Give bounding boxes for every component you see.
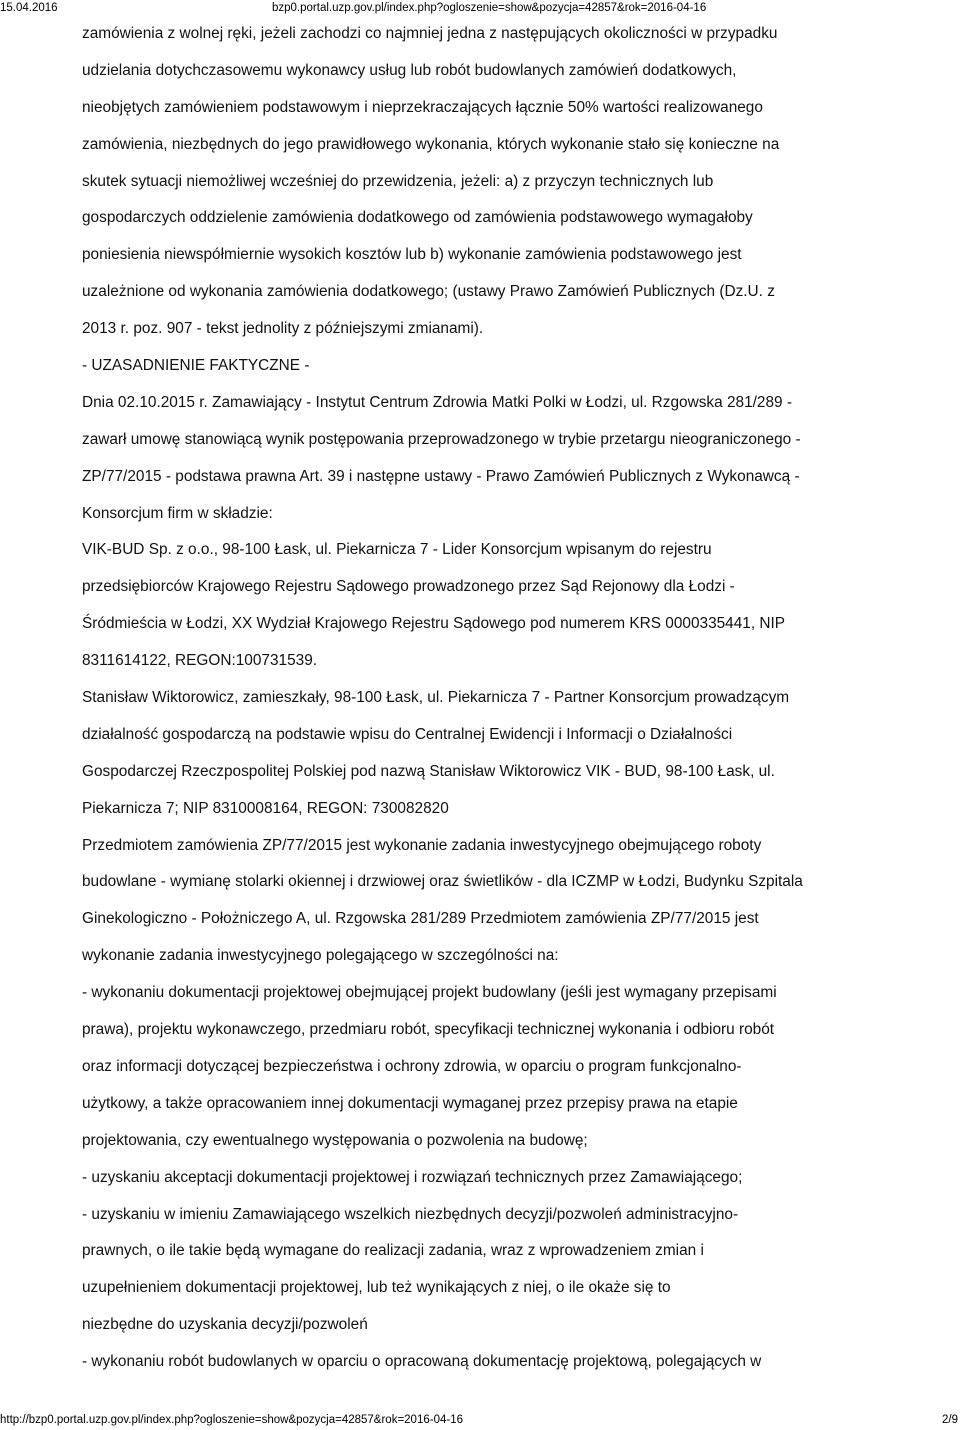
text-line: zawarł umowę stanowiącą wynik postępowania przeprowadzonego w trybie przetargu nieograniczonego - bbox=[82, 430, 801, 448]
text-line: poniesienia niewspółmiernie wysokich kosztów lub b) wykonanie zamówienia podstawowego jest bbox=[82, 246, 742, 264]
text-line: Ginekologiczno - Położniczego A, ul. Rzgowska 281/289 Przedmiotem zamówienia ZP/77/2015 jest bbox=[82, 910, 759, 928]
text-line: 8311614122, REGON:100731539. bbox=[82, 652, 318, 670]
text-line: - UZASADNIENIE FAKTYCZNE - bbox=[82, 357, 310, 375]
header-url: bzp0.portal.uzp.gov.pl/index.php?ogloszenie=show&pozycja=42857&rok=2016-04-16 bbox=[272, 2, 707, 14]
text-line: zamówienia, niezbędnych do jego prawidłowego wykonania, których wykonanie stało się konieczne na bbox=[82, 135, 780, 153]
text-line: Dnia 02.10.2015 r. Zamawiający - Instytut Centrum Zdrowia Matki Polki w Łodzi, ul. Rzgowska 281/289 - bbox=[82, 393, 792, 411]
text-line: uzależnione od wykonania zamówienia dodatkowego; (ustawy Prawo Zamówień Publicznych (Dz.U. z bbox=[82, 283, 775, 301]
text-line: Piekarnicza 7; NIP 8310008164, REGON: 730082820 bbox=[82, 799, 449, 817]
page-number: 2/9 bbox=[942, 1414, 958, 1426]
document-body bbox=[82, 16, 948, 1381]
text-line: prawa), projektu wykonawczego, przedmiaru robót, specyfikacji technicznej wykonania i odbioru robót bbox=[82, 1021, 775, 1039]
text-line: Gospodarczej Rzeczpospolitej Polskiej pod nazwą Stanisław Wiktorowicz VIK - BUD, 98-100 Łask, ul. bbox=[82, 762, 775, 780]
text-line: - uzyskaniu akceptacji dokumentacji projektowej i rozwiązań technicznych przez Zamawiającego; bbox=[82, 1168, 743, 1186]
text-line: Śródmieścia w Łodzi, XX Wydział Krajowego Rejestru Sądowego pod numerem KRS 0000335441, NIP bbox=[82, 615, 786, 633]
text-line: Konsorcjum firm w składzie: bbox=[82, 504, 273, 522]
text-line: 2013 r. poz. 907 - tekst jednolity z późniejszymi zmianami). bbox=[82, 320, 484, 338]
text-line: działalność gospodarczą na podstawie wpisu do Centralnej Ewidencji i Informacji o Działalności bbox=[82, 725, 733, 743]
page-footer bbox=[0, 1412, 960, 1428]
text-line: skutek sytuacji niemożliwej wcześniej do przewidzenia, jeżeli: a) z przyczyn technicznych lub bbox=[82, 172, 714, 190]
text-line: - uzyskaniu w imieniu Zamawiającego wszelkich niezbędnych decyzji/pozwoleń administracyjno- bbox=[82, 1205, 739, 1223]
text-line: przedsiębiorców Krajowego Rejestru Sądowego prowadzonego przez Sąd Rejonowy dla Łodzi - bbox=[82, 578, 735, 596]
text-line: udzielania dotychczasowemu wykonawcy usług lub robót budowlanych zamówień dodatkowych, bbox=[82, 61, 737, 79]
text-line: oraz informacji dotyczącej bezpieczeństwa i ochrony zdrowia, w oparciu o program funkcjonalno- bbox=[82, 1057, 742, 1075]
text-line: wykonanie zadania inwestycyjnego polegającego w szczególności na: bbox=[82, 947, 559, 965]
text-line: nieobjętych zamówieniem podstawowym i nieprzekraczających łącznie 50% wartości realizowanego bbox=[82, 98, 763, 116]
footer-url-link[interactable]: http://bzp0.portal.uzp.gov.pl/index.php?ogloszenie=show&pozycja=42857&rok=2016-04-16 bbox=[0, 1414, 463, 1426]
text-line: Przedmiotem zamówienia ZP/77/2015 jest wykonanie zadania inwestycyjnego obejmującego roboty bbox=[82, 836, 762, 854]
text-line: gospodarczych oddzielenie zamówienia dodatkowego od zamówienia podstawowego wymagałoby bbox=[82, 209, 753, 227]
text-line: niezbędne do uzyskania decyzji/pozwoleń bbox=[82, 1316, 368, 1334]
text-line: VIK-BUD Sp. z o.o., 98-100 Łask, ul. Piekarnicza 7 - Lider Konsorcjum wpisanym do rejestru bbox=[82, 541, 712, 559]
text-line: prawnych, o ile takie będą wymagane do realizacji zadania, wraz z wprowadzeniem zmian i bbox=[82, 1242, 704, 1260]
text-line: ZP/77/2015 - podstawa prawna Art. 39 i następne ustawy - Prawo Zamówień Publicznych z Wykonawcą - bbox=[82, 467, 800, 485]
text-line: - wykonaniu robót budowlanych w oparciu o opracowaną dokumentację projektową, polegających w bbox=[82, 1353, 762, 1371]
text-line: użytkowy, a także opracowaniem innej dokumentacji wymaganej przez przepisy prawa na etapie bbox=[82, 1094, 738, 1112]
header-date: 15.04.2016 bbox=[0, 2, 58, 14]
text-line: zamówienia z wolnej ręki, jeżeli zachodzi co najmniej jedna z następujących okoliczności w przypadku bbox=[82, 25, 778, 42]
text-line: Stanisław Wiktorowicz, zamieszkały, 98-100 Łask, ul. Piekarnicza 7 - Partner Konsorcjum prowadzącym bbox=[82, 689, 790, 707]
page-header bbox=[0, 0, 960, 16]
text-line: projektowania, czy ewentualnego występowania o pozwolenia na budowę; bbox=[82, 1131, 588, 1149]
text-line: uzupełnieniem dokumentacji projektowej, lub też wynikających z niej, o ile okaże się to bbox=[82, 1279, 671, 1297]
text-line: budowlane - wymianę stolarki okiennej i drzwiowej oraz świetlików - dla ICZMP w Łodzi, Budynku Szpitala bbox=[82, 873, 803, 891]
text-line: - wykonaniu dokumentacji projektowej obejmującej projekt budowlany (jeśli jest wymagany przepisami bbox=[82, 984, 777, 1002]
